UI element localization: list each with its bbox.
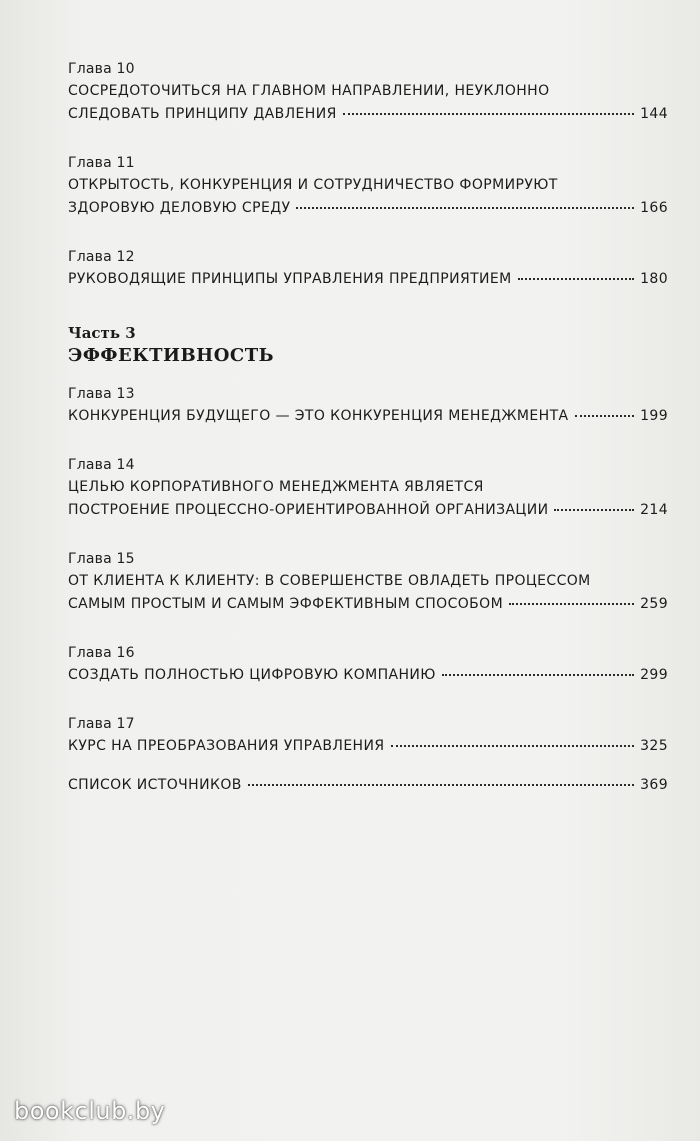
chapter-title-line: САМЫМ ПРОСТЫМ И САМЫМ ЭФФЕКТИВНЫМ СПОСОБОМ [68, 596, 504, 612]
chapter-title-line: КОНКУРЕНЦИЯ БУДУЩЕГО — ЭТО КОНКУРЕНЦИЯ МЕНЕДЖМЕНТА [68, 408, 569, 424]
chapter-title-line: СОСРЕДОТОЧИТЬСЯ НА ГЛАВНОМ НАПРАВЛЕНИИ, НЕУКЛОННО [68, 83, 550, 99]
dot-leader [554, 509, 634, 511]
chapter-title-line: СЛЕДОВАТЬ ПРИНЦИПУ ДАВЛЕНИЯ [68, 106, 337, 122]
dot-leader [575, 415, 635, 417]
chapter-label: Глава 10 [68, 61, 135, 77]
part-label: Часть 3 [68, 324, 136, 342]
dot-leader [509, 603, 634, 605]
dot-leader [518, 278, 634, 280]
chapter-title-line: ЦЕЛЬЮ КОРПОРАТИВНОГО МЕНЕДЖМЕНТА ЯВЛЯЕТСЯ [68, 479, 484, 495]
chapter-label: Глава 17 [68, 716, 135, 732]
toc-part-3 [68, 323, 668, 369]
chapter-title-last-line [68, 593, 668, 616]
chapter-title-last-line [68, 774, 668, 797]
chapter-title-line: ОТКРЫТОСТЬ, КОНКУРЕНЦИЯ И СОТРУДНИЧЕСТВО ФОРМИРУЮТ [68, 177, 558, 193]
sources-title: СПИСОК ИСТОЧНИКОВ [68, 777, 242, 793]
dot-leader [248, 784, 634, 786]
page-number: 259 [640, 596, 668, 612]
toc-entry-chapter-17 [68, 713, 668, 758]
dot-leader [343, 113, 634, 115]
page-number: 369 [640, 777, 668, 793]
watermark: bookclub.by [14, 1097, 166, 1125]
page-number: 180 [640, 271, 668, 287]
toc-entry-chapter-13 [68, 383, 668, 428]
toc-entry-chapter-15 [68, 548, 668, 616]
chapter-label: Глава 12 [68, 249, 135, 265]
chapter-title-last-line [68, 197, 668, 220]
page-number: 144 [640, 106, 668, 122]
page-number: 299 [640, 667, 668, 683]
chapter-title-line: РУКОВОДЯЩИЕ ПРИНЦИПЫ УПРАВЛЕНИЯ ПРЕДПРИЯТИЕМ [68, 271, 512, 287]
dot-leader [442, 674, 634, 676]
toc-entry-chapter-12 [68, 246, 668, 291]
chapter-title-line: ЗДОРОВУЮ ДЕЛОВУЮ СРЕДУ [68, 200, 291, 216]
page-number: 325 [640, 738, 668, 754]
page-number: 214 [640, 502, 668, 518]
chapter-title-last-line [68, 103, 668, 126]
chapter-title-last-line [68, 735, 668, 758]
chapter-title-line: КУРС НА ПРЕОБРАЗОВАНИЯ УПРАВЛЕНИЯ [68, 738, 385, 754]
toc-entry-chapter-10 [68, 58, 668, 126]
chapter-title-line: ОТ КЛИЕНТА К КЛИЕНТУ: В СОВЕРШЕНСТВЕ ОВЛАДЕТЬ ПРОЦЕССОМ [68, 573, 591, 589]
dot-leader [391, 745, 635, 747]
toc-entry-sources [68, 774, 668, 797]
chapter-title-last-line [68, 405, 668, 428]
chapter-label: Глава 15 [68, 551, 135, 567]
chapter-label: Глава 16 [68, 645, 135, 661]
dot-leader [296, 207, 634, 209]
toc-entry-chapter-16 [68, 642, 668, 687]
chapter-title-last-line [68, 664, 668, 687]
chapter-title-last-line [68, 499, 668, 522]
chapter-label: Глава 13 [68, 386, 135, 402]
toc-entry-chapter-14 [68, 454, 668, 522]
chapter-label: Глава 14 [68, 457, 135, 473]
page-number: 166 [640, 200, 668, 216]
chapter-title-line: СОЗДАТЬ ПОЛНОСТЬЮ ЦИФРОВУЮ КОМПАНИЮ [68, 667, 436, 683]
page-number: 199 [640, 408, 668, 424]
toc-entry-chapter-11 [68, 152, 668, 220]
table-of-contents [68, 58, 668, 823]
chapter-label: Глава 11 [68, 155, 135, 171]
part-title: ЭФФЕКТИВНОСТЬ [68, 345, 274, 366]
chapter-title-last-line [68, 268, 668, 291]
chapter-title-line: ПОСТРОЕНИЕ ПРОЦЕССНО-ОРИЕНТИРОВАННОЙ ОРГАНИЗАЦИИ [68, 502, 549, 518]
